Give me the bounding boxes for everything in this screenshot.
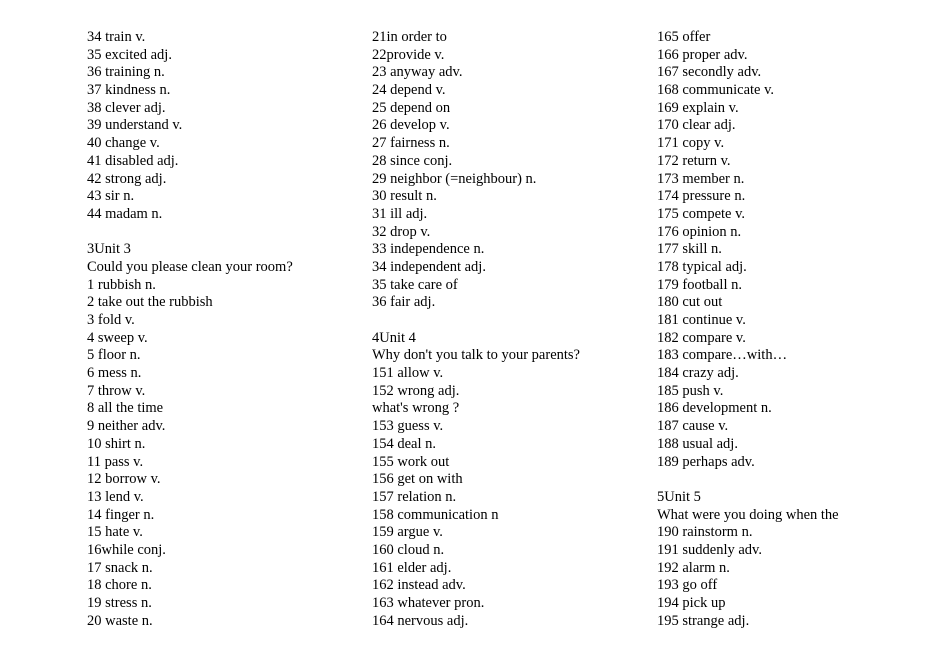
vocab-line: 32 drop v. bbox=[372, 223, 431, 240]
vocab-line: 177 skill n. bbox=[657, 241, 722, 258]
vocab-line: 157 relation n. bbox=[372, 488, 457, 505]
vocab-line: 158 communication n bbox=[372, 506, 499, 523]
vocab-line: 166 proper adv. bbox=[657, 46, 748, 63]
vocab-line: 163 whatever pron. bbox=[372, 595, 485, 611]
vocab-line: 1 rubbish n. bbox=[87, 276, 156, 293]
vocab-line: 26 develop v. bbox=[372, 117, 450, 134]
vocab-line: 5Unit 5 bbox=[657, 488, 701, 505]
blank-line bbox=[372, 312, 642, 330]
vocab-line: 28 since conj. bbox=[372, 152, 453, 169]
vocab-line: 20 waste n. bbox=[87, 612, 153, 629]
vocab-line: 34 train v. bbox=[87, 29, 146, 45]
vocab-line: 39 understand v. bbox=[87, 117, 183, 134]
vocab-line: what's wrong ? bbox=[372, 400, 460, 417]
vocab-line: 33 independence n. bbox=[372, 241, 485, 258]
vocab-line: 188 usual adj. bbox=[657, 435, 738, 452]
vocab-line: 191 suddenly adv. bbox=[657, 541, 762, 558]
vocab-line: 19 stress n. bbox=[87, 595, 152, 611]
vocab-line: 31 ill adj. bbox=[372, 205, 428, 222]
vocab-line: Why don't you talk to your parents? bbox=[372, 347, 580, 364]
vocab-line: 154 deal n. bbox=[372, 435, 437, 452]
vocab-line: 164 nervous adj. bbox=[372, 612, 469, 629]
vocab-line: 162 instead adv. bbox=[372, 577, 466, 594]
vocab-line: 12 borrow v. bbox=[87, 471, 161, 488]
vocab-line: 21in order to bbox=[372, 29, 447, 45]
vocab-line: 183 compare…with… bbox=[657, 347, 788, 364]
vocab-line: 35 excited adj. bbox=[87, 46, 172, 63]
vocab-line: 23 anyway adv. bbox=[372, 64, 463, 81]
vocab-line: 35 take care of bbox=[372, 276, 458, 293]
vocab-line: 4Unit 4 bbox=[372, 329, 416, 346]
vocab-line: 194 pick up bbox=[657, 595, 726, 611]
vocab-line: 170 clear adj. bbox=[657, 117, 736, 134]
vocab-line: 36 fair adj. bbox=[372, 294, 436, 311]
vocab-line: 11 pass v. bbox=[87, 453, 144, 470]
vocab-line: 179 football n. bbox=[657, 276, 742, 293]
vocab-line: 161 elder adj. bbox=[372, 559, 452, 576]
vocab-line: 42 strong adj. bbox=[87, 170, 167, 187]
vocab-line: Could you please clean your room? bbox=[87, 258, 293, 275]
column-left bbox=[87, 29, 357, 630]
vocab-line: 153 guess v. bbox=[372, 418, 444, 435]
blank-line bbox=[87, 224, 357, 242]
vocab-line: 3Unit 3 bbox=[87, 241, 131, 258]
vocab-line: 3 fold v. bbox=[87, 312, 135, 328]
vocab-line: 22provide v. bbox=[372, 46, 445, 63]
vocab-line: 186 development n. bbox=[657, 400, 772, 417]
vocab-line: 4 sweep v. bbox=[87, 329, 148, 346]
vocab-line: 181 continue v. bbox=[657, 312, 746, 328]
vocab-line: 38 clever adj. bbox=[87, 99, 166, 116]
vocab-line: 193 go off bbox=[657, 577, 718, 594]
vocab-line: 180 cut out bbox=[657, 294, 723, 311]
vocab-line: 165 offer bbox=[657, 29, 711, 45]
vocab-line: 172 return v. bbox=[657, 152, 731, 169]
column-right bbox=[657, 29, 927, 630]
vocab-line: 173 member n. bbox=[657, 170, 745, 187]
vocab-line: 27 fairness n. bbox=[372, 135, 450, 152]
vocab-line: 9 neither adv. bbox=[87, 418, 166, 435]
vocab-line: 190 rainstorm n. bbox=[657, 524, 753, 541]
vocab-line: 44 madam n. bbox=[87, 205, 163, 222]
vocab-line: 18 chore n. bbox=[87, 577, 152, 594]
vocab-line: 43 sir n. bbox=[87, 188, 135, 205]
vocab-line: 159 argue v. bbox=[372, 524, 443, 541]
vocab-line: 175 compete v. bbox=[657, 205, 746, 222]
vocab-line: 41 disabled adj. bbox=[87, 152, 179, 169]
vocab-line: 34 independent adj. bbox=[372, 258, 486, 275]
vocab-line: 5 floor n. bbox=[87, 347, 141, 364]
vocab-line: 168 communicate v. bbox=[657, 82, 775, 99]
vocab-line: 167 secondly adv. bbox=[657, 64, 762, 81]
vocab-line: 152 wrong adj. bbox=[372, 382, 460, 399]
vocab-line: 169 explain v. bbox=[657, 99, 739, 116]
vocab-line: 184 crazy adj. bbox=[657, 365, 739, 382]
vocab-line: 160 cloud n. bbox=[372, 541, 445, 558]
vocab-line: 189 perhaps adv. bbox=[657, 453, 755, 470]
vocab-line: 16while conj. bbox=[87, 541, 166, 558]
vocab-line: 187 cause v. bbox=[657, 418, 729, 435]
vocab-line: 25 depend on bbox=[372, 99, 451, 116]
vocab-line: 7 throw v. bbox=[87, 382, 146, 399]
vocab-line: What were you doing when the bbox=[657, 506, 839, 523]
vocab-line: 178 typical adj. bbox=[657, 258, 747, 275]
vocab-line: 24 depend v. bbox=[372, 82, 446, 99]
vocab-line: 14 finger n. bbox=[87, 506, 155, 523]
vocab-line: 151 allow v. bbox=[372, 365, 444, 382]
vocab-line: 176 opinion n. bbox=[657, 223, 742, 240]
blank-line bbox=[657, 471, 927, 489]
vocab-line: 36 training n. bbox=[87, 64, 165, 81]
vocab-line: 174 pressure n. bbox=[657, 188, 746, 205]
vocab-line: 10 shirt n. bbox=[87, 435, 146, 452]
vocab-line: 29 neighbor (=neighbour) n. bbox=[372, 170, 537, 187]
vocab-line: 155 work out bbox=[372, 453, 450, 470]
column-middle bbox=[372, 29, 642, 630]
vocab-line: 40 change v. bbox=[87, 135, 160, 152]
vocab-line: 6 mess n. bbox=[87, 365, 142, 382]
vocab-line: 156 get on with bbox=[372, 471, 463, 488]
vocab-line: 37 kindness n. bbox=[87, 82, 171, 99]
vocab-line: 17 snack n. bbox=[87, 559, 153, 576]
vocab-line: 2 take out the rubbish bbox=[87, 294, 213, 311]
vocab-line: 13 lend v. bbox=[87, 488, 144, 505]
vocab-line: 171 copy v. bbox=[657, 135, 725, 152]
vocab-line: 185 push v. bbox=[657, 382, 724, 399]
vocab-line: 8 all the time bbox=[87, 400, 164, 417]
vocab-line: 192 alarm n. bbox=[657, 559, 730, 576]
vocab-line: 182 compare v. bbox=[657, 329, 746, 346]
vocab-line: 15 hate v. bbox=[87, 524, 143, 541]
vocab-line: 30 result n. bbox=[372, 188, 437, 205]
vocab-line: 195 strange adj. bbox=[657, 612, 750, 629]
